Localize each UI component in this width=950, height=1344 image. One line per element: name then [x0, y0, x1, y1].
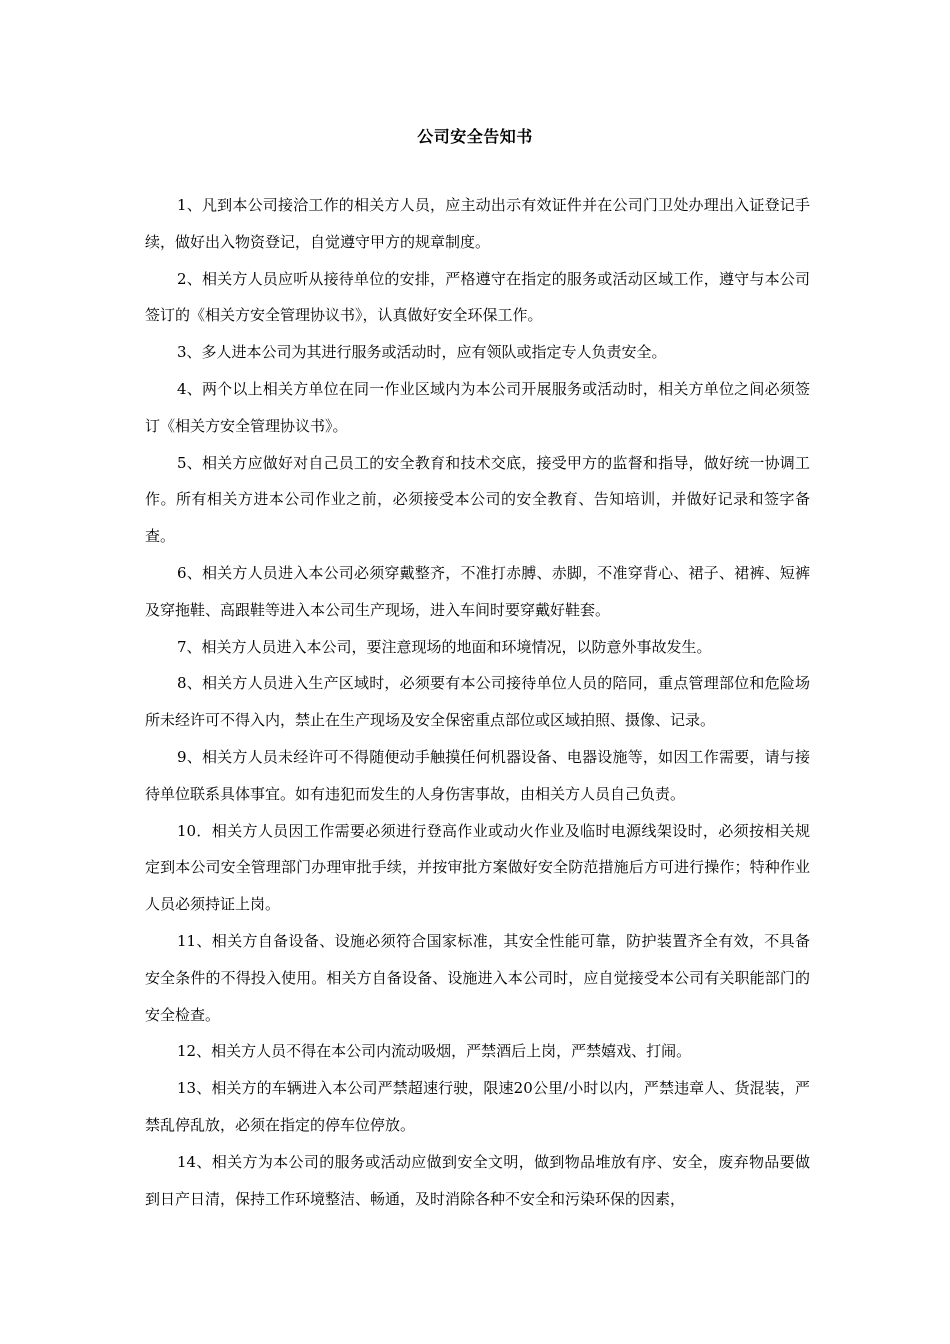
document-body [145, 187, 810, 1217]
paragraph-9: 9、相关方人员未经许可不得随便动手触摸任何机器设备、电器设施等，如因工作需要，请与接待单位联系具体事宜。如有违犯而发生的人身伤害事故，由相关方人员自己负责。 [145, 747, 810, 803]
paragraph-10: 10．相关方人员因工作需要必须进行登高作业或动火作业及临时电源线架设时，必须按相关规定到本公司安全管理部门办理审批手续，并按审批方案做好安全防范措施后方可进行操作；特种作业人员必须持证上岗。 [145, 821, 810, 914]
paragraph-14: 14、相关方为本公司的服务或活动应做到安全文明，做到物品堆放有序、安全，废弃物品要做到日产日清，保持工作环境整洁、畅通，及时消除各种不安全和污染环保的因素， [145, 1152, 810, 1208]
paragraph-12: 12、相关方人员不得在本公司内流动吸烟，严禁酒后上岗，严禁嬉戏、打闹。 [177, 1042, 692, 1061]
paragraph-7: 7、相关方人员进入本公司，要注意现场的地面和环境情况，以防意外事故发生。 [177, 637, 712, 656]
paragraph-1: 1、凡到本公司接洽工作的相关方人员，应主动出示有效证件并在公司门卫处办理出入证登记手续，做好出入物资登记，自觉遵守甲方的规章制度。 [145, 196, 810, 251]
document-title: 公司安全告知书 [417, 127, 533, 146]
paragraph-11: 11、相关方自备设备、设施必须符合国家标准，其安全性能可靠，防护装置齐全有效，不具备安全条件的不得投入使用。相关方自备设备、设施进入本公司时，应自觉接受本公司有关职能部门的安全检查。 [145, 931, 810, 1024]
paragraph-13: 13、相关方的车辆进入本公司严禁超速行驶，限速20公里/小时以内，严禁违章人、货混装，严禁乱停乱放，必须在指定的停车位停放。 [145, 1079, 810, 1134]
paragraph-8: 8、相关方人员进入生产区域时，必须要有本公司接待单位人员的陪同，重点管理部位和危险场所未经许可不得入内，禁止在生产现场及安全保密重点部位或区域拍照、摄像、记录。 [145, 674, 810, 730]
paragraph-5: 5、相关方应做好对自己员工的安全教育和技术交底，接受甲方的监督和指导，做好统一协调工作。所有相关方进本公司作业之前，必须接受本公司的安全教育、告知培训，并做好记录和签字备查。 [145, 453, 810, 546]
paragraph-3: 3、多人进本公司为其进行服务或活动时，应有领队或指定专人负责安全。 [177, 343, 667, 362]
paragraph-4: 4、两个以上相关方单位在同一作业区域内为本公司开展服务或活动时，相关方单位之间必须签订《相关方安全管理协议书》。 [145, 379, 810, 435]
paragraph-6: 6、相关方人员进入本公司必须穿戴整齐，不准打赤膊、赤脚，不准穿背心、裙子、裙裤、短裤及穿拖鞋、高跟鞋等进入本公司生产现场，进入车间时要穿戴好鞋套。 [145, 563, 810, 619]
paragraph-2: 2、相关方人员应听从接待单位的安排，严格遵守在指定的服务或活动区域工作，遵守与本公司签订的《相关方安全管理协议书》，认真做好安全环保工作。 [145, 269, 810, 325]
